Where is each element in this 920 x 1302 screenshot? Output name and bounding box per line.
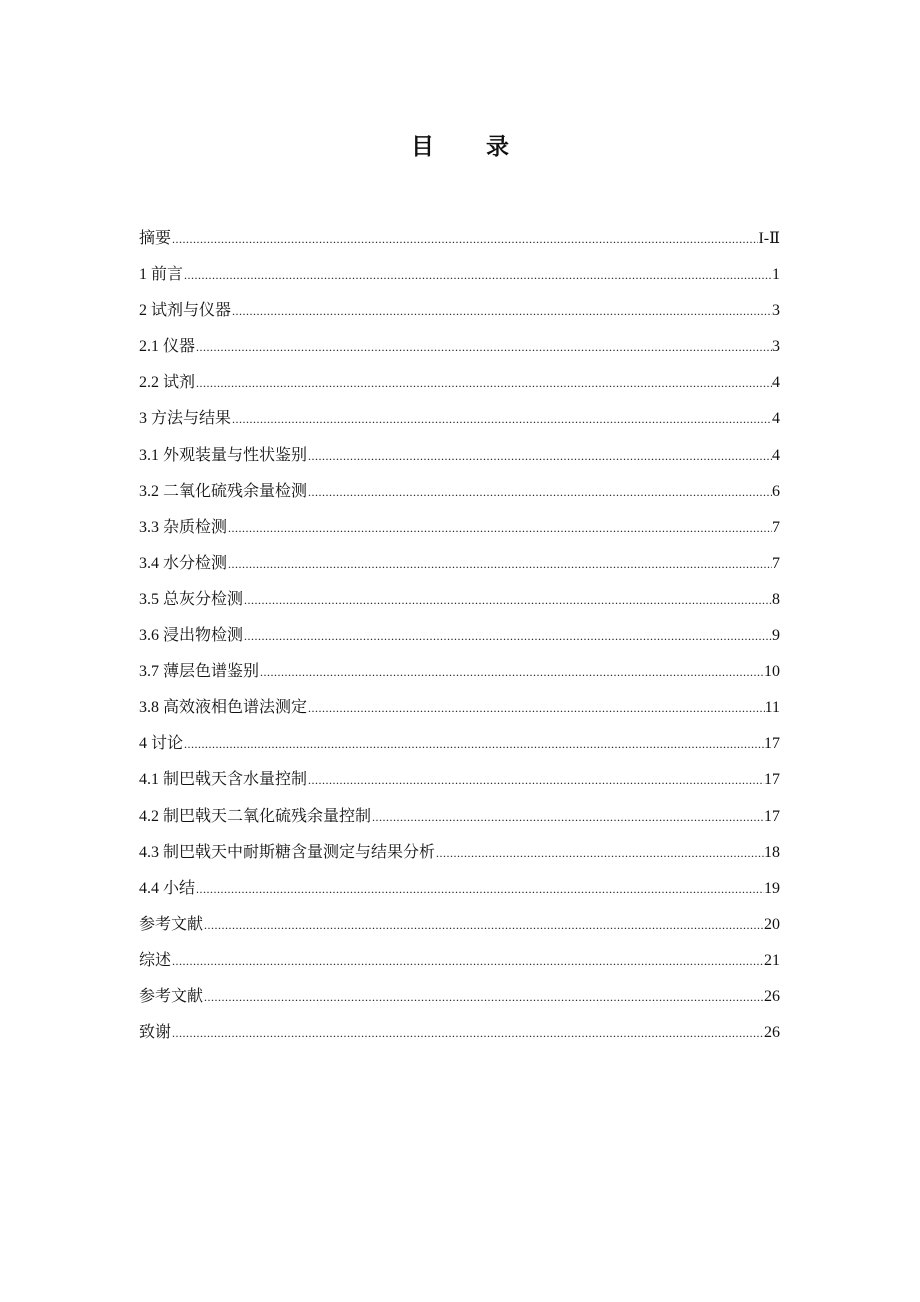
toc-entry-title: 3.4 水分检测 (139, 554, 228, 572)
toc-entry-page-number: 10 (764, 663, 780, 681)
toc-dot-leader (231, 293, 772, 329)
toc-dot-leader (195, 871, 764, 907)
toc-dot-leader (435, 835, 764, 871)
toc-entry-title: 3.2 二氧化硫残余量检测 (139, 482, 308, 500)
toc-entry[interactable] (139, 582, 780, 618)
toc-dot-leader (227, 510, 772, 546)
toc-entry-title: 4.3 制巴戟天中耐斯糖含量测定与结果分析 (139, 843, 436, 861)
toc-entry[interactable] (139, 835, 780, 871)
toc-entry-title: 3 方法与结果 (139, 410, 232, 428)
toc-entry-title: 3.8 高效液相色谱法测定 (139, 699, 308, 717)
toc-entry-title: 4 讨论 (139, 735, 184, 753)
page-title: 目 录 (410, 134, 531, 160)
toc-entry[interactable] (139, 799, 780, 835)
toc-entry-page-number: 18 (764, 843, 780, 861)
toc-entry-page-number: 17 (764, 771, 780, 789)
toc-entry-title: 3.6 浸出物检测 (139, 627, 244, 645)
toc-entry[interactable] (139, 293, 780, 329)
toc-entry[interactable] (139, 329, 780, 365)
toc-dot-leader (307, 690, 765, 726)
toc-entry-page-number: 26 (764, 1024, 780, 1042)
toc-entry[interactable] (139, 365, 780, 401)
toc-entry-title: 1 前言 (139, 266, 184, 284)
toc-entry[interactable] (139, 690, 780, 726)
toc-entry[interactable] (139, 762, 780, 798)
toc-entry-title: 4.4 小结 (139, 879, 196, 897)
toc-dot-leader (371, 799, 764, 835)
toc-dot-leader (259, 654, 764, 690)
toc-dot-leader (171, 1015, 764, 1051)
toc-entry[interactable] (139, 979, 780, 1015)
toc-dot-leader (227, 546, 772, 582)
toc-dot-leader (203, 979, 764, 1015)
toc-dot-leader (307, 474, 772, 510)
toc-entry[interactable] (139, 510, 780, 546)
toc-dot-leader (171, 943, 764, 979)
toc-entry-title: 参考文献 (139, 915, 204, 933)
toc-entry[interactable] (139, 871, 780, 907)
toc-entry[interactable] (139, 943, 780, 979)
toc-entry-page-number: 8 (772, 590, 780, 608)
toc-entry-title: 3.3 杂质检测 (139, 518, 228, 536)
toc-dot-leader (307, 762, 764, 798)
toc-entry-page-number: 1 (772, 266, 780, 284)
toc-entry-title: 4.2 制巴戟天二氧化硫残余量控制 (139, 807, 372, 825)
toc-entry-page-number: 3 (772, 302, 780, 320)
toc-entry-page-number: 21 (764, 951, 780, 969)
toc-entry-title: 参考文献 (139, 987, 204, 1005)
toc-entry-page-number: 26 (764, 987, 780, 1005)
toc-entry-page-number: 17 (764, 807, 780, 825)
toc-entry-page-number: 19 (764, 879, 780, 897)
toc-entry-title: 综述 (139, 951, 172, 969)
toc-entry-page-number: I-Ⅱ (758, 230, 780, 247)
toc-entry[interactable] (139, 1015, 780, 1051)
toc-entry-title: 致谢 (139, 1024, 172, 1042)
toc-dot-leader (195, 329, 772, 365)
toc-entry-title: 2 试剂与仪器 (139, 302, 232, 320)
toc-entry-page-number: 4 (772, 374, 780, 392)
toc-entry-title: 2.1 仪器 (139, 338, 196, 356)
toc-entry[interactable] (139, 618, 780, 654)
toc-entry-page-number: 17 (764, 735, 780, 753)
toc-entry[interactable] (139, 654, 780, 690)
toc-dot-leader (243, 618, 772, 654)
toc-entry[interactable] (139, 221, 780, 257)
toc-dot-leader (183, 726, 764, 762)
toc-entry-page-number: 20 (764, 915, 780, 933)
toc-entry[interactable] (139, 257, 780, 293)
toc-dot-leader (307, 438, 772, 474)
toc-entry-page-number: 7 (772, 554, 780, 572)
toc-entry[interactable] (139, 546, 780, 582)
toc-dot-leader (183, 257, 772, 293)
toc-entry[interactable] (139, 907, 780, 943)
toc-entry-page-number: 3 (772, 338, 780, 356)
toc-entry[interactable] (139, 474, 780, 510)
toc-entry-title: 摘要 (139, 230, 172, 247)
toc-entry-title: 3.5 总灰分检测 (139, 590, 244, 608)
toc-entry[interactable] (139, 401, 780, 437)
toc-entry-page-number: 4 (772, 410, 780, 428)
table-of-contents (139, 221, 780, 1051)
toc-entry-page-number: 7 (772, 518, 780, 536)
toc-entry-title: 4.1 制巴戟天含水量控制 (139, 771, 308, 789)
toc-dot-leader (231, 401, 772, 437)
toc-entry-page-number: 11 (764, 699, 780, 717)
toc-dot-leader (171, 221, 758, 257)
toc-dot-leader (203, 907, 764, 943)
toc-dot-leader (195, 365, 772, 401)
toc-entry-page-number: 9 (772, 627, 780, 645)
toc-entry-title: 3.1 外观装量与性状鉴别 (139, 446, 308, 464)
toc-entry-title: 3.7 薄层色谱鉴别 (139, 663, 260, 681)
toc-dot-leader (243, 582, 772, 618)
toc-entry-page-number: 4 (772, 446, 780, 464)
toc-entry[interactable] (139, 726, 780, 762)
toc-entry[interactable] (139, 438, 780, 474)
toc-entry-page-number: 6 (772, 482, 780, 500)
toc-entry-title: 2.2 试剂 (139, 374, 196, 392)
